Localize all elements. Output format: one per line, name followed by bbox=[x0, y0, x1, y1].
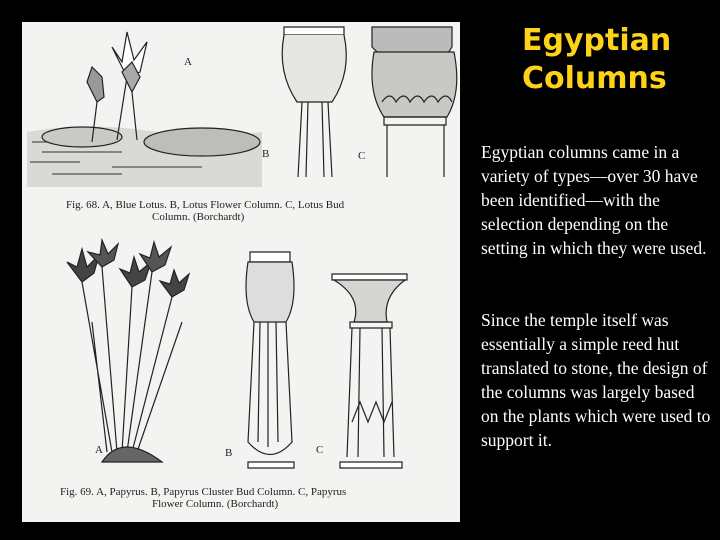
fig68-caption-line1: Fig. 68. A, Blue Lotus. B, Lotus Flower Column. C, Lotus Bud bbox=[66, 199, 345, 211]
slide-title bbox=[522, 22, 702, 98]
fig69-label-c: C bbox=[316, 444, 324, 456]
fig69-label-b: B bbox=[225, 447, 233, 459]
fig68-label-b: B bbox=[262, 148, 270, 160]
column-drawings bbox=[22, 22, 460, 522]
slide-title-line2: Columns bbox=[522, 61, 667, 96]
papyrus-flower-column-drawing bbox=[332, 274, 407, 468]
fig68-caption-line2: Column. (Borchardt) bbox=[152, 211, 245, 223]
body-paragraph-1: Egyptian columns came in a variety of types—over 30 have been identified—with the selection depending on the setting in which they were used. bbox=[481, 142, 707, 258]
fig69-caption-line1: Fig. 69. A, Papyrus. B, Papyrus Cluster Bud Column. C, Papyrus bbox=[60, 486, 347, 498]
fig69-label-a: A bbox=[95, 444, 103, 456]
fig68-caption bbox=[66, 199, 446, 223]
fig69-caption bbox=[60, 486, 450, 510]
papyrus-drawing bbox=[67, 240, 189, 462]
lotus-bud-column-drawing bbox=[372, 27, 457, 177]
lotus-flower-column-drawing bbox=[282, 27, 346, 177]
body-paragraph-2: Since the temple itself was essentially a simple reed hut translated to stone, the design of the columns was largely based on the plants which were used to support it. bbox=[481, 310, 711, 450]
figure-illustration bbox=[22, 22, 460, 522]
fig69-caption-line2: Flower Column. (Borchardt) bbox=[152, 498, 279, 510]
blue-lotus-drawing bbox=[27, 32, 262, 187]
papyrus-cluster-bud-column-drawing bbox=[246, 252, 294, 468]
fig68-label-a: A bbox=[184, 56, 192, 68]
slide-title-line1: Egyptian bbox=[522, 23, 672, 58]
fig68-label-c: C bbox=[358, 150, 366, 162]
